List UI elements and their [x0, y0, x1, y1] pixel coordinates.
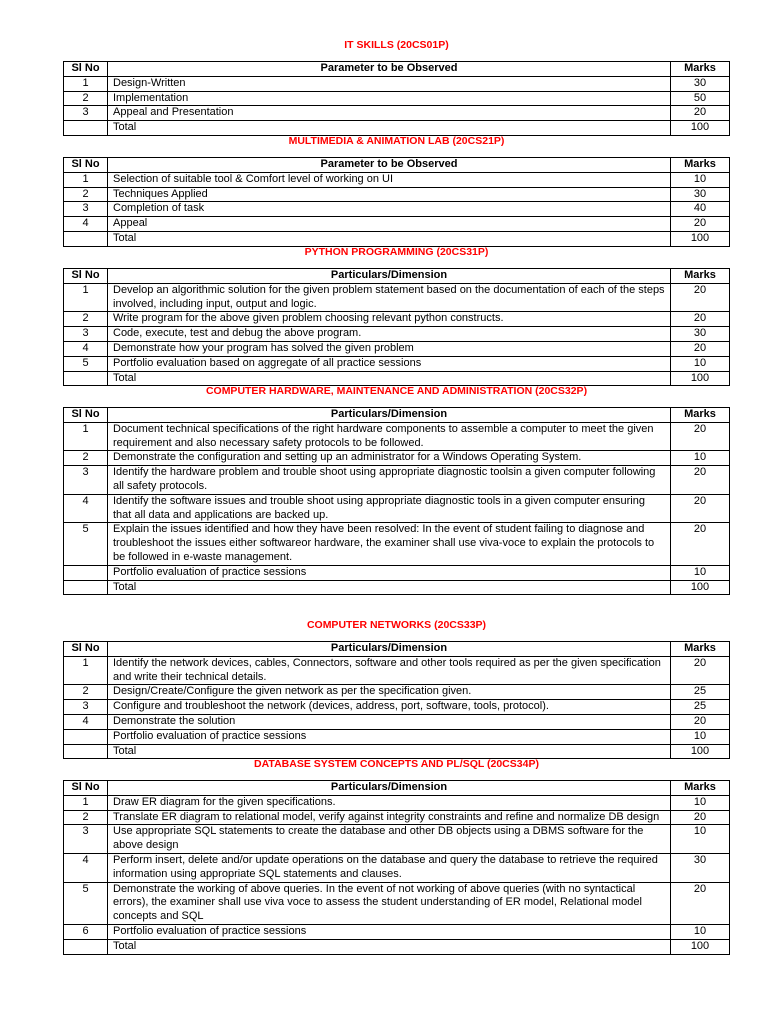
- sl-no-cell: 2: [64, 187, 108, 202]
- table-header-row: [64, 158, 730, 173]
- parameter-cell: Portfolio evaluation of practice sessions: [108, 565, 671, 580]
- marks-cell: 10: [671, 356, 730, 371]
- sl-no-cell: 1: [64, 76, 108, 91]
- table-header-row: [64, 781, 730, 796]
- sl-no-cell: 6: [64, 924, 108, 939]
- parameter-cell: Total: [108, 580, 671, 595]
- sl-no-cell: 2: [64, 810, 108, 825]
- table-row: [64, 810, 730, 825]
- col-header-particulars: Particulars/Dimension: [108, 269, 671, 284]
- table-row: [64, 451, 730, 466]
- parameter-cell: Demonstrate the solution: [108, 714, 671, 729]
- sl-no-cell: 3: [64, 825, 108, 854]
- col-header-sl-no: Sl No: [64, 408, 108, 423]
- sl-no-cell: 4: [64, 494, 108, 523]
- col-header-particulars: Particulars/Dimension: [108, 781, 671, 796]
- sl-no-cell: 4: [64, 217, 108, 232]
- table-row: [64, 882, 730, 924]
- sl-no-cell: 5: [64, 882, 108, 924]
- table-row: [64, 714, 730, 729]
- parameter-cell: Implementation: [108, 91, 671, 106]
- marks-cell: 10: [671, 451, 730, 466]
- table-row: [64, 466, 730, 495]
- table-row: [64, 924, 730, 939]
- col-header-marks: Marks: [671, 62, 730, 77]
- col-header-sl-no: Sl No: [64, 781, 108, 796]
- sl-no-cell: 5: [64, 523, 108, 565]
- marks-cell: 20: [671, 882, 730, 924]
- section-multimedia-animation-lab: [63, 134, 730, 247]
- marks-cell: 30: [671, 853, 730, 882]
- sl-no-cell: 2: [64, 685, 108, 700]
- rubric-table: [63, 641, 730, 759]
- table-row: [64, 939, 730, 954]
- sl-no-cell: 2: [64, 91, 108, 106]
- table-row: [64, 187, 730, 202]
- marks-cell: 20: [671, 656, 730, 685]
- table-header-row: [64, 408, 730, 423]
- table-row: [64, 217, 730, 232]
- sl-no-cell: 1: [64, 172, 108, 187]
- table-row: [64, 523, 730, 565]
- marks-cell: 10: [671, 565, 730, 580]
- marks-cell: 20: [671, 422, 730, 451]
- parameter-cell: Identify the software issues and trouble shoot using appropriate diagnostic tools in a given computer ensuring that all data and applications are backed up.: [108, 494, 671, 523]
- marks-cell: 100: [671, 231, 730, 246]
- col-header-marks: Marks: [671, 408, 730, 423]
- parameter-cell: Design-Written: [108, 76, 671, 91]
- section-title: DATABASE SYSTEM CONCEPTS AND PL/SQL (20CS34P): [254, 758, 539, 770]
- sl-no-cell: 1: [64, 795, 108, 810]
- parameter-cell: Appeal: [108, 217, 671, 232]
- sl-no-cell: 4: [64, 341, 108, 356]
- section-database-system-concepts: [63, 757, 730, 955]
- marks-cell: 10: [671, 729, 730, 744]
- marks-cell: 25: [671, 685, 730, 700]
- col-header-sl-no: Sl No: [64, 642, 108, 657]
- sl-no-cell: 2: [64, 451, 108, 466]
- parameter-cell: Total: [108, 121, 671, 136]
- marks-cell: 20: [671, 523, 730, 565]
- parameter-cell: Code, execute, test and debug the above program.: [108, 327, 671, 342]
- marks-cell: 100: [671, 121, 730, 136]
- table-row: [64, 341, 730, 356]
- section-title: COMPUTER NETWORKS (20CS33P): [306, 619, 487, 631]
- parameter-cell: Write program for the above given problem choosing relevant python constructs.: [108, 312, 671, 327]
- col-header-marks: Marks: [671, 269, 730, 284]
- col-header-particulars: Particulars/Dimension: [108, 642, 671, 657]
- parameter-cell: Selection of suitable tool & Comfort level of working on UI: [108, 172, 671, 187]
- rubric-table: [63, 780, 730, 955]
- marks-cell: 20: [671, 494, 730, 523]
- table-row: [64, 795, 730, 810]
- marks-cell: 30: [671, 187, 730, 202]
- col-header-marks: Marks: [671, 781, 730, 796]
- marks-cell: 100: [671, 371, 730, 386]
- table-row: [64, 356, 730, 371]
- table-row: [64, 729, 730, 744]
- section-title: COMPUTER HARDWARE, MAINTENANCE AND ADMINISTRATION (20CS32P): [205, 385, 588, 397]
- sl-no-cell: 1: [64, 283, 108, 312]
- rubric-table: [63, 157, 730, 247]
- sl-no-cell: 2: [64, 312, 108, 327]
- section-computer-networks: [63, 618, 730, 759]
- parameter-cell: Identify the hardware problem and trouble shoot using appropriate diagnostic toolsin a given computer following all safety protocols.: [108, 466, 671, 495]
- marks-cell: 20: [671, 714, 730, 729]
- col-header-marks: Marks: [671, 642, 730, 657]
- col-header-parameter: Parameter to be Observed: [108, 62, 671, 77]
- table-row: [64, 312, 730, 327]
- parameter-cell: Appeal and Presentation: [108, 106, 671, 121]
- table-row: [64, 580, 730, 595]
- col-header-particulars: Particulars/Dimension: [108, 408, 671, 423]
- section-title: IT SKILLS (20CS01P): [344, 39, 449, 51]
- sl-no-cell: [64, 580, 108, 595]
- sl-no-cell: 5: [64, 356, 108, 371]
- table-header-row: [64, 62, 730, 77]
- parameter-cell: Design/Create/Configure the given network as per the specification given.: [108, 685, 671, 700]
- sl-no-cell: 3: [64, 106, 108, 121]
- parameter-cell: Draw ER diagram for the given specifications.: [108, 795, 671, 810]
- marks-cell: 100: [671, 580, 730, 595]
- parameter-cell: Demonstrate how your program has solved the given problem: [108, 341, 671, 356]
- sl-no-cell: 3: [64, 327, 108, 342]
- parameter-cell: Use appropriate SQL statements to create the database and other DB objects using a DBMS software for the above design: [108, 825, 671, 854]
- table-row: [64, 656, 730, 685]
- table-row: [64, 76, 730, 91]
- sl-no-cell: 4: [64, 714, 108, 729]
- sl-no-cell: 3: [64, 700, 108, 715]
- parameter-cell: Portfolio evaluation of practice sessions: [108, 924, 671, 939]
- table-row: [64, 565, 730, 580]
- marks-cell: 10: [671, 172, 730, 187]
- parameter-cell: Total: [108, 231, 671, 246]
- parameter-cell: Completion of task: [108, 202, 671, 217]
- section-it-skills: [63, 38, 730, 136]
- parameter-cell: Identify the network devices, cables, Connectors, software and other tools required as per the given specification and write their technical details.: [108, 656, 671, 685]
- col-header-parameter: Parameter to be Observed: [108, 158, 671, 173]
- rubric-table: [63, 61, 730, 136]
- parameter-cell: Portfolio evaluation based on aggregate of all practice sessions: [108, 356, 671, 371]
- sl-no-cell: 1: [64, 656, 108, 685]
- sl-no-cell: [64, 939, 108, 954]
- table-header-row: [64, 269, 730, 284]
- marks-cell: 10: [671, 924, 730, 939]
- marks-cell: 100: [671, 939, 730, 954]
- section-python-programming: [63, 245, 730, 386]
- section-computer-hardware: [63, 384, 730, 595]
- marks-cell: 20: [671, 341, 730, 356]
- table-row: [64, 327, 730, 342]
- parameter-cell: Total: [108, 371, 671, 386]
- marks-cell: 30: [671, 76, 730, 91]
- table-row: [64, 853, 730, 882]
- table-row: [64, 685, 730, 700]
- sl-no-cell: 4: [64, 853, 108, 882]
- col-header-sl-no: Sl No: [64, 62, 108, 77]
- marks-cell: 100: [671, 744, 730, 759]
- marks-cell: 20: [671, 466, 730, 495]
- sl-no-cell: [64, 729, 108, 744]
- table-header-row: [64, 642, 730, 657]
- marks-cell: 50: [671, 91, 730, 106]
- table-row: [64, 283, 730, 312]
- parameter-cell: Techniques Applied: [108, 187, 671, 202]
- marks-cell: 40: [671, 202, 730, 217]
- parameter-cell: Perform insert, delete and/or update operations on the database and query the database to retrieve the required information using appropriate SQL statements and clauses.: [108, 853, 671, 882]
- marks-cell: 20: [671, 106, 730, 121]
- table-row: [64, 172, 730, 187]
- sl-no-cell: 1: [64, 422, 108, 451]
- marks-cell: 10: [671, 825, 730, 854]
- col-header-sl-no: Sl No: [64, 158, 108, 173]
- rubric-table: [63, 268, 730, 386]
- sl-no-cell: [64, 565, 108, 580]
- parameter-cell: Total: [108, 939, 671, 954]
- col-header-marks: Marks: [671, 158, 730, 173]
- col-header-sl-no: Sl No: [64, 269, 108, 284]
- marks-cell: 20: [671, 810, 730, 825]
- sl-no-cell: 3: [64, 466, 108, 495]
- parameter-cell: Demonstrate the working of above queries. In the event of not working of above queries (with no syntactical errors), the examiner shall use viva voce to assess the student understanding of ER model, Relational model concepts and SQL: [108, 882, 671, 924]
- parameter-cell: Portfolio evaluation of practice sessions: [108, 729, 671, 744]
- parameter-cell: Document technical specifications of the right hardware components to assemble a computer to meet the given requirement and also necessary safety protocols to be followed.: [108, 422, 671, 451]
- marks-cell: 20: [671, 283, 730, 312]
- table-row: [64, 91, 730, 106]
- table-row: [64, 422, 730, 451]
- parameter-cell: Develop an algorithmic solution for the given problem statement based on the documentation of each of the steps involved, including input, output and logic.: [108, 283, 671, 312]
- table-row: [64, 106, 730, 121]
- table-row: [64, 825, 730, 854]
- parameter-cell: Configure and troubleshoot the network (devices, address, port, software, tools, protocol).: [108, 700, 671, 715]
- table-row: [64, 202, 730, 217]
- marks-cell: 20: [671, 312, 730, 327]
- parameter-cell: Total: [108, 744, 671, 759]
- parameter-cell: Translate ER diagram to relational model, verify against integrity constraints and refine and normalize DB design: [108, 810, 671, 825]
- table-row: [64, 494, 730, 523]
- table-row: [64, 700, 730, 715]
- parameter-cell: Demonstrate the configuration and setting up an administrator for a Windows Operating System.: [108, 451, 671, 466]
- rubric-table: [63, 407, 730, 595]
- marks-cell: 25: [671, 700, 730, 715]
- marks-cell: 30: [671, 327, 730, 342]
- marks-cell: 10: [671, 795, 730, 810]
- marks-cell: 20: [671, 217, 730, 232]
- parameter-cell: Explain the issues identified and how they have been resolved: In the event of student failing to diagnose and troubleshoot the issues either softwareor hardware, the examiner shall use viva-voce to explain the protocols to be followed in e-waste management.: [108, 523, 671, 565]
- section-title: PYTHON PROGRAMMING (20CS31P): [304, 246, 489, 258]
- sl-no-cell: 3: [64, 202, 108, 217]
- section-title: MULTIMEDIA & ANIMATION LAB (20CS21P): [288, 135, 505, 147]
